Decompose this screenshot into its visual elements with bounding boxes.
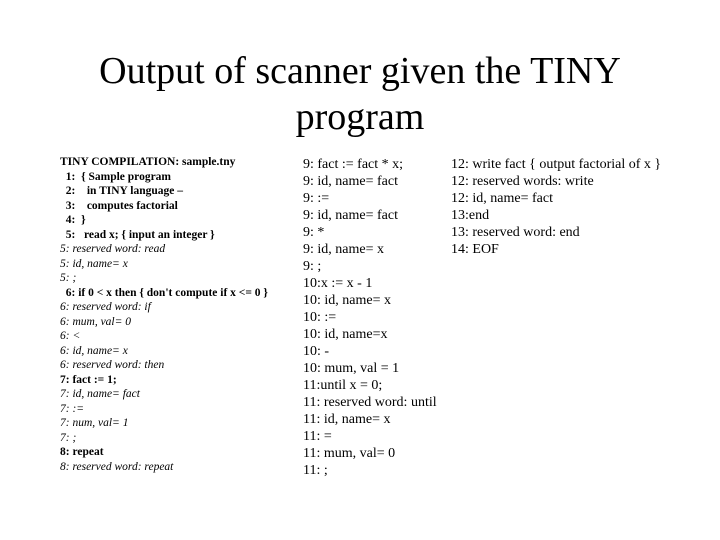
output-line: 7: id, name= fact (60, 388, 140, 400)
output-line: 5: reserved word: read (60, 243, 166, 255)
output-line: 12: id, name= fact (451, 191, 553, 206)
output-line: 10: - (303, 344, 330, 359)
scanner-output-column-3 (451, 156, 661, 258)
output-line: 7: ; (60, 431, 77, 444)
output-line: 5: id, name= x (60, 257, 128, 270)
output-line: 9: id, name= fact (303, 174, 398, 189)
output-line: 11: ; (303, 463, 328, 478)
output-line: 7: fact := 1; (60, 373, 117, 386)
output-line: 5: read x; { input an integer } (60, 228, 215, 241)
output-line: 10: id, name= x (303, 293, 391, 308)
output-line: 10:x := x - 1 (303, 276, 373, 291)
output-line: 9: id, name= x (303, 242, 384, 257)
output-line: 11: mum, val= 0 (303, 446, 396, 461)
output-line: 9: := (303, 191, 330, 206)
output-line: 8: reserved word: repeat (60, 460, 174, 473)
output-line: 6: id, name= x (60, 344, 128, 357)
output-line: 6: mum, val= 0 (60, 315, 131, 328)
slide-title: Output of scanner given the TINY program (99, 50, 621, 138)
output-line: 11: id, name= x (303, 412, 391, 427)
output-line: 9: ; (303, 259, 322, 274)
output-line: 4: } (60, 214, 86, 226)
output-line: 8: repeat (60, 446, 104, 458)
output-line: 6: if 0 < x then { don't compute if x <= 0 } (60, 286, 268, 299)
output-line: 11: reserved word: until (303, 395, 437, 410)
output-line: 10: id, name=x (303, 327, 388, 342)
output-line: 3: computes factorial (60, 199, 178, 212)
output-line: 12: write fact { output factorial of x } (451, 157, 662, 172)
output-line: 11:until x = 0; (303, 378, 383, 393)
output-line: 7: num, val= 1 (60, 417, 129, 429)
scanner-output-column-2 (303, 156, 437, 479)
output-line: 9: id, name= fact (303, 208, 398, 223)
output-line: 6: reserved word: if (60, 301, 151, 313)
output-line: TINY COMPILATION: sample.tny (60, 156, 236, 168)
output-line: 9: fact := fact * x; (303, 157, 404, 172)
output-line: 11: = (303, 429, 332, 444)
output-line: 14: EOF (451, 242, 499, 257)
output-line: 6: < (60, 330, 81, 342)
output-line: 13: reserved word: end (451, 225, 580, 240)
output-line: 6: reserved word: then (60, 359, 165, 371)
scanner-output-column-1 (60, 155, 268, 474)
output-line: 12: reserved words: write (451, 174, 594, 189)
output-line: 7: := (60, 402, 85, 415)
output-line: 9: * (303, 225, 325, 240)
output-line: 13:end (451, 208, 490, 223)
output-line: 1: { Sample program (60, 170, 172, 183)
output-line: 10: := (303, 310, 337, 325)
output-line: 2: in TINY language – (60, 185, 184, 197)
output-line: 5: ; (60, 272, 77, 284)
output-line: 10: mum, val = 1 (303, 361, 400, 376)
